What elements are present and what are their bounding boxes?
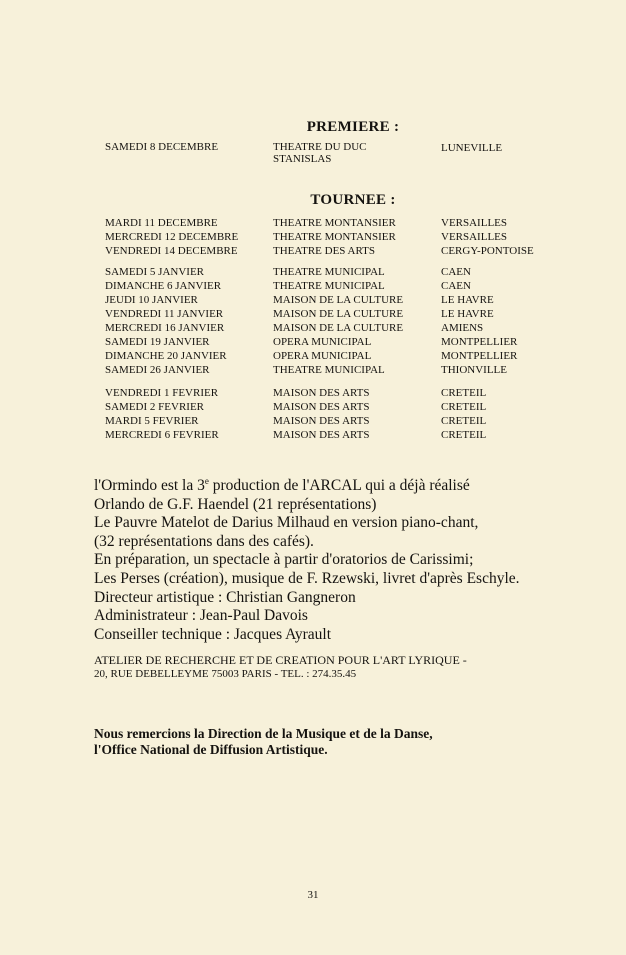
tour-date: MERCREDI 6 FEVRIER [105, 429, 219, 441]
tour-venue: MAISON DES ARTS [273, 387, 370, 399]
paragraph-line [94, 472, 564, 496]
atelier-line2: 20, RUE DEBELLEYME 75003 PARIS - TEL. : 274.35.45 [94, 668, 357, 680]
tour-date: VENDREDI 1 FEVRIER [105, 387, 219, 399]
tour-city: CRETEIL [441, 387, 487, 399]
tour-city: CRETEIL [441, 401, 487, 413]
tour-venue: OPERA MUNICIPAL [273, 336, 372, 348]
tour-city: CRETEIL [441, 429, 487, 441]
tour-venue: MAISON DE LA CULTURE [273, 308, 404, 320]
tour-date: SAMEDI 5 JANVIER [105, 266, 204, 278]
tour-date: MERCREDI 16 JANVIER [105, 322, 225, 334]
paragraph-line: Conseiller technique : Jacques Ayrault [94, 625, 332, 643]
paragraph-line: Orlando de G.F. Haendel (21 représentations) [94, 495, 377, 513]
premiere-venue [273, 141, 367, 165]
tour-venue: MAISON DES ARTS [273, 415, 370, 427]
premiere-city: LUNEVILLE [441, 142, 503, 154]
arcal-paragraph [94, 472, 564, 644]
tour-row [0, 414, 626, 428]
tour-row [0, 321, 626, 335]
paragraph-line: Directeur artistique : Christian Gangneron [94, 588, 356, 606]
tour-date: MERCREDI 12 DECEMBRE [105, 231, 239, 243]
tour-date: SAMEDI 19 JANVIER [105, 336, 210, 348]
tour-city: CAEN [441, 280, 471, 292]
tour-city: VERSAILLES [441, 217, 507, 229]
tour-city: MONTPELLIER [441, 336, 518, 348]
paragraph-line: Le Pauvre Matelot de Darius Milhaud en version piano-chant, [94, 514, 479, 532]
premiere-date: SAMEDI 8 DECEMBRE [105, 141, 219, 153]
tour-date: VENDREDI 14 DECEMBRE [105, 245, 238, 257]
tour-venue: THEATRE MUNICIPAL [273, 266, 385, 278]
tour-date: SAMEDI 26 JANVIER [105, 364, 210, 376]
paragraph-line1-start: l'Ormindo est la 3 [94, 477, 205, 494]
tour-city: LE HAVRE [441, 308, 494, 320]
thanks-line1: Nous remercions la Direction de la Musique et de la Danse, [94, 726, 433, 741]
tour-date: DIMANCHE 6 JANVIER [105, 280, 222, 292]
tour-city: LE HAVRE [441, 294, 494, 306]
tour-row [0, 244, 626, 258]
tour-row [0, 386, 626, 400]
tour-row [0, 428, 626, 442]
tour-date: DIMANCHE 20 JANVIER [105, 350, 227, 362]
paragraph-line: Administrateur : Jean-Paul Davois [94, 607, 308, 625]
tour-row [0, 230, 626, 244]
tour-venue: MAISON DE LA CULTURE [273, 294, 404, 306]
tour-venue: OPERA MUNICIPAL [273, 350, 372, 362]
premiere-venue-line1: THEATRE DU DUC [273, 141, 367, 153]
tour-venue: THEATRE DES ARTS [273, 245, 376, 257]
page-number: 31 [307, 889, 319, 901]
tour-row [0, 293, 626, 307]
tour-date: SAMEDI 2 FEVRIER [105, 401, 205, 413]
tour-venue: MAISON DES ARTS [273, 401, 370, 413]
paragraph-line: En préparation, un spectacle à partir d'oratorios de Carissimi; [94, 551, 474, 569]
tour-city: CAEN [441, 266, 471, 278]
paragraph-line1-superscript: e [204, 476, 209, 486]
tournee-heading: TOURNEE : [310, 192, 396, 208]
tour-date: MARDI 11 DECEMBRE [105, 217, 218, 229]
tour-row [0, 279, 626, 293]
tour-city: THIONVILLE [441, 364, 507, 376]
atelier-address [94, 653, 467, 681]
tour-row [0, 307, 626, 321]
thanks-line2: l'Office National de Diffusion Artistique. [94, 742, 328, 757]
tour-venue: THEATRE MONTANSIER [273, 231, 396, 243]
tour-venue: THEATRE MUNICIPAL [273, 280, 385, 292]
paragraph-line: (32 représentations dans des cafés). [94, 532, 314, 550]
tour-row [0, 363, 626, 377]
tour-date: MARDI 5 FEVRIER [105, 415, 199, 427]
tour-row [0, 216, 626, 230]
tour-venue: THEATRE MONTANSIER [273, 217, 396, 229]
tour-row [0, 349, 626, 363]
tour-venue: MAISON DE LA CULTURE [273, 322, 404, 334]
tour-row [0, 335, 626, 349]
paragraph-line1-end: production de l'ARCAL qui a déjà réalisé [208, 477, 470, 494]
tour-venue: THEATRE MUNICIPAL [273, 364, 385, 376]
tour-date: VENDREDI 11 JANVIER [105, 308, 224, 320]
atelier-line1: ATELIER DE RECHERCHE ET DE CREATION POUR L'ART LYRIQUE - [94, 653, 467, 667]
acknowledgements [94, 726, 433, 758]
paragraph-line: Les Perses (création), musique de F. Rzewski, livret d'après Eschyle. [94, 569, 520, 587]
tour-city: CERGY-PONTOISE [441, 245, 534, 257]
tour-row [0, 400, 626, 414]
tour-city: CRETEIL [441, 415, 487, 427]
tour-city: VERSAILLES [441, 231, 507, 243]
tour-date: JEUDI 10 JANVIER [105, 294, 198, 306]
tour-city: MONTPELLIER [441, 350, 518, 362]
tour-row [0, 265, 626, 279]
tour-venue: MAISON DES ARTS [273, 429, 370, 441]
premiere-venue-line2: STANISLAS [273, 153, 332, 165]
tour-city: AMIENS [441, 322, 484, 334]
premiere-heading: PREMIERE : [306, 119, 400, 135]
